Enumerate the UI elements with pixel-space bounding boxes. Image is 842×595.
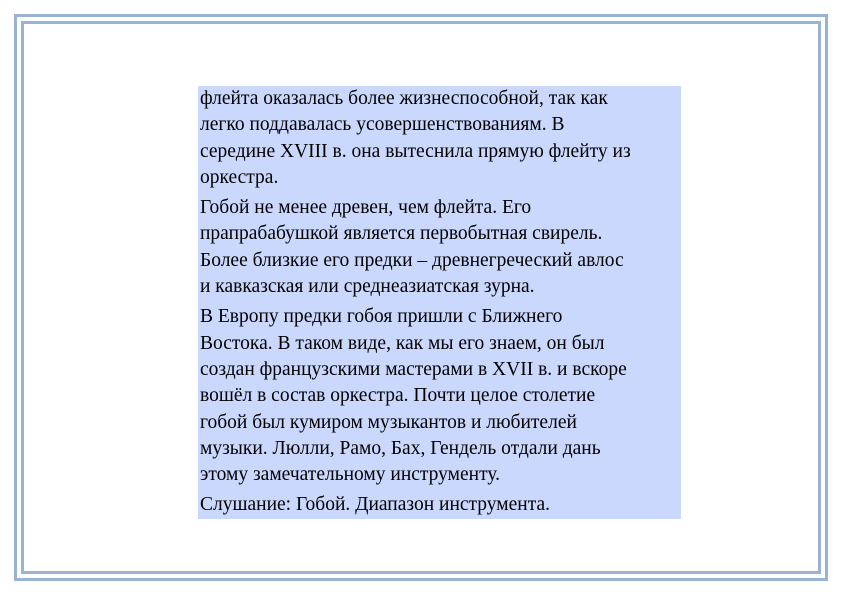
paragraph-flute: флейта оказалась более жизнеспособной, так как легко поддавалась усовершенствованиям. В середине XVIII в. она вытеснила прямую флейту из оркестра. [200,88,631,188]
paragraph-listening: Слушание: Гобой. Диапазон инструмента. [200,494,551,516]
paragraph-oboe-origin: Гобой не менее древен, чем флейта. Его прапрабабушкой является первобытная свирель. Более близкие его предки – древнегреческий авлос и кавказская или среднеазиатская зурна. [200,197,624,298]
paragraph-oboe-europe: В Европу предки гобоя пришли с Ближнего Востока. В таком виде, как мы его знаем, он был создан французскими мастерами в XVII в. и вскоре вошёл в состав оркестра. Почти целое столетие гобой был кумиром музыкантов и любителей музыки. Люлли, Рамо, Бах, Гендель отдали дань этому замечательному инструменту. [200,306,627,486]
slide-text-block [198,86,681,519]
